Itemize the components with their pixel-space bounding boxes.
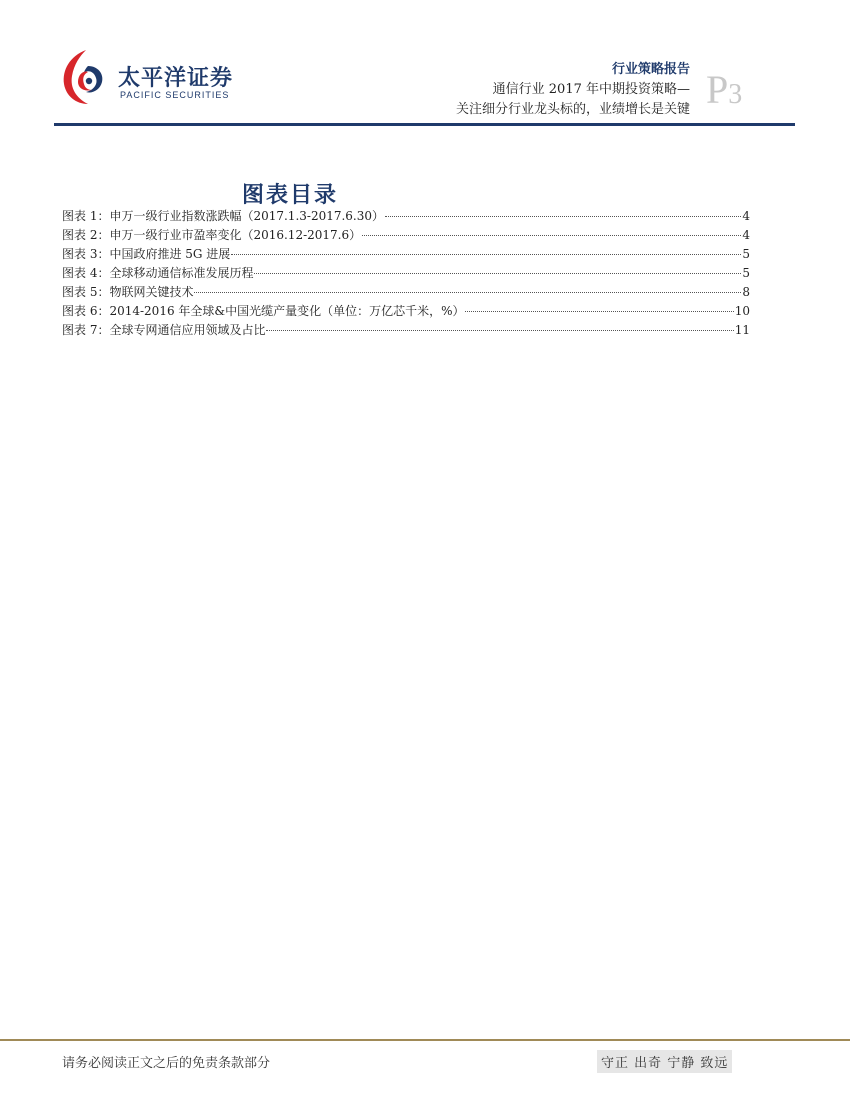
toc-entry[interactable] — [62, 264, 750, 283]
page-prefix: P — [706, 67, 729, 112]
footer-divider — [0, 1039, 850, 1041]
pacific-securities-logo-icon — [58, 46, 114, 106]
toc-leader-dots — [362, 235, 741, 236]
toc-leader-dots — [465, 311, 733, 312]
toc-entry-page: 5 — [742, 247, 750, 261]
toc-entry[interactable] — [62, 207, 750, 226]
toc-leader-dots — [254, 273, 741, 274]
page-number-value: 3 — [728, 79, 743, 110]
toc-leader-dots — [194, 292, 741, 293]
toc-entry-label: 图表 6：2014-2016 年全球&中国光缆产量变化（单位：万亿芯千米，%） — [62, 304, 465, 318]
toc-entry-label: 图表 5：物联网关键技术 — [62, 285, 194, 299]
page-number — [706, 66, 742, 113]
toc-leader-dots — [266, 330, 733, 331]
toc-entry-page: 8 — [742, 285, 750, 299]
toc-entry-page: 4 — [742, 228, 750, 242]
toc-entry[interactable] — [62, 302, 750, 321]
toc-entry[interactable] — [62, 321, 750, 340]
report-subtitle-line1: 通信行业 2017 年中期投资策略— — [492, 82, 690, 97]
logo-name-en: PACIFIC SECURITIES — [120, 90, 230, 100]
toc-entry-page: 4 — [742, 209, 750, 223]
toc-leader-dots — [385, 216, 741, 217]
toc-list — [62, 207, 750, 340]
toc-entry-label: 图表 1：申万一级行业指数涨跌幅（2017.1.3-2017.6.30） — [62, 209, 385, 223]
footer-motto: 守正 出奇 宁静 致远 — [597, 1050, 732, 1073]
toc-entry-label: 图表 4：全球移动通信标准发展历程 — [62, 266, 254, 280]
toc-entry[interactable] — [62, 283, 750, 302]
toc-entry-page: 5 — [742, 266, 750, 280]
report-type: 行业策略报告 — [611, 62, 690, 77]
toc-entry-label: 图表 2：申万一级行业市盈率变化（2016.12-2017.6） — [62, 228, 362, 242]
report-subtitle-line2: 关注细分行业龙头标的，业绩增长是关键 — [455, 102, 690, 117]
toc-entry-label: 图表 3：中国政府推进 5G 进展 — [62, 247, 231, 261]
header-divider — [54, 123, 795, 126]
toc-entry-page: 10 — [734, 304, 750, 318]
company-logo — [58, 46, 258, 108]
logo-name-cn: 太平洋证券 — [118, 66, 234, 91]
toc-entry-label: 图表 7：全球专网通信应用领域及占比 — [62, 323, 266, 337]
toc-entry-page: 11 — [734, 323, 750, 337]
toc-title: 图表目录 — [241, 183, 338, 208]
toc-entry[interactable] — [62, 245, 750, 264]
toc-entry[interactable] — [62, 226, 750, 245]
toc-leader-dots — [231, 254, 741, 255]
footer-disclaimer: 请务必阅读正文之后的免责条款部分 — [62, 1056, 271, 1071]
